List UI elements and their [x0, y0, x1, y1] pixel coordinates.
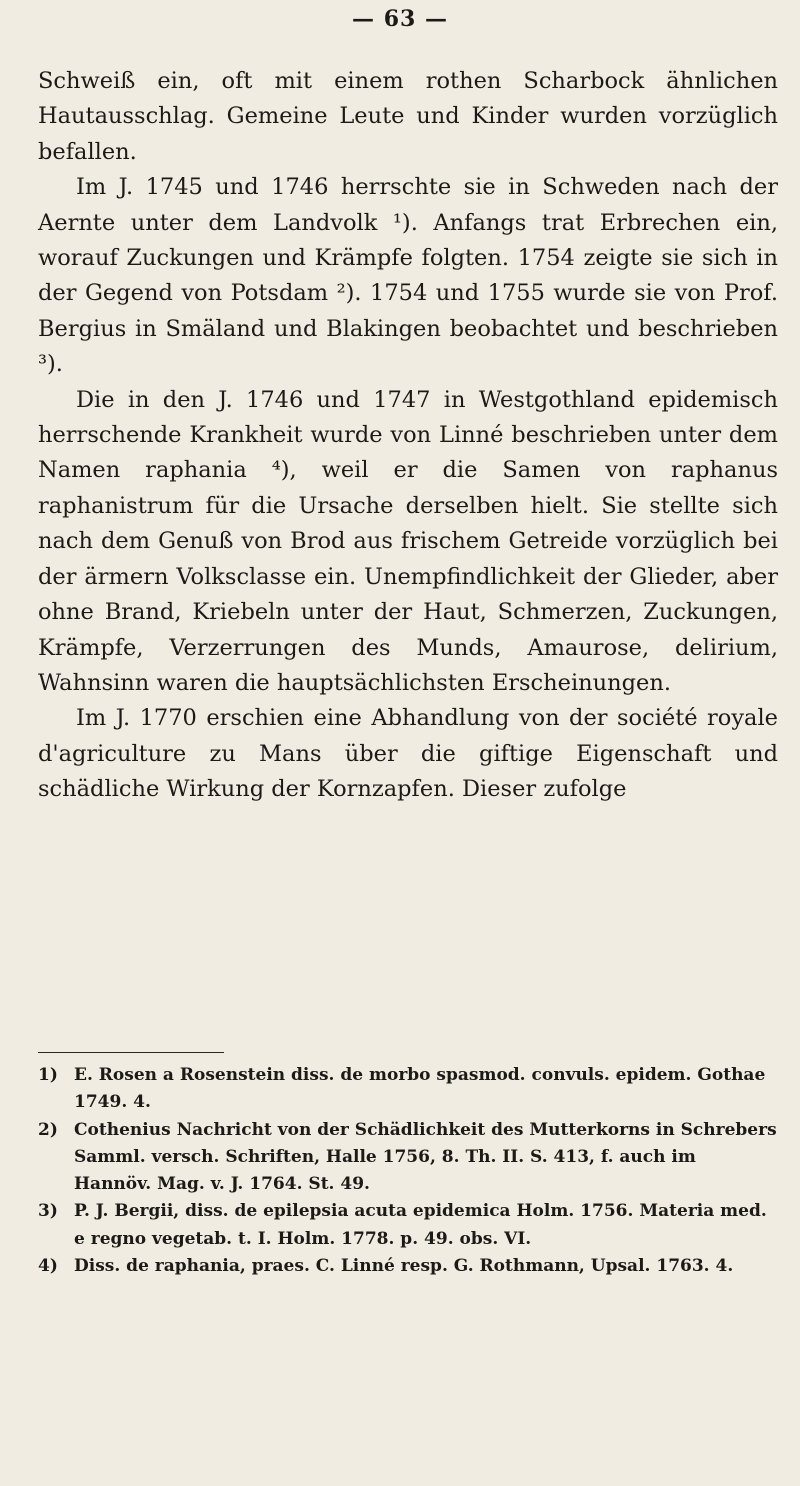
footnotes	[38, 1062, 778, 1280]
paragraph: Die in den J. 1746 und 1747 in Westgothland epidemisch herrschende Krankheit wurde von Linné beschrieben unter dem Namen raphania ⁴), weil er die Samen von raphanus raphanistrum für die Ursache derselben hielt. Sie stellte sich nach dem Genuß von Brod aus frischem Getreide vorzüglich bei der ärmern Volksclasse ein. Unempfindlichkeit der Glieder, aber ohne Brand, Kriebeln unter der Haut, Schmerzen, Zuckungen, Krämpfe, Verzerrungen des Munds, Amaurose, delirium, Wahnsinn waren die hauptsächlichsten Erscheinungen.	[38, 386, 778, 696]
footnote-text: Diss. de raphania, praes. C. Linné resp. G. Rothmann, Upsal. 1763. 4.	[74, 1256, 734, 1277]
footnote-marker: 2)	[38, 1119, 58, 1140]
footnote	[38, 1253, 778, 1280]
footnote-divider	[38, 1052, 224, 1053]
footnote-marker: 1)	[38, 1065, 58, 1085]
footnote-marker: 3)	[38, 1201, 58, 1222]
footnote	[38, 1198, 778, 1253]
footnote-marker: 4)	[38, 1256, 58, 1277]
footnote-text: E. Rosen a Rosenstein diss. de morbo spasmod. convuls. epidem. Gothae 1749. 4.	[74, 1065, 766, 1113]
paragraph: Im J. 1745 und 1746 herrschte sie in Schweden nach der Aernte unter dem Landvolk ¹). Anfangs trat Erbrechen ein, worauf Zuckungen und Krämpfe folgten. 1754 zeigte sie sich in der Gegend von Potsdam ²). 1754 und 1755 wurde sie von Prof. Bergius in Smäland und Blakingen beobachtet und beschrieben ³).	[38, 174, 778, 378]
footnote	[38, 1062, 778, 1117]
paragraph: Im J. 1770 erschien eine Abhandlung von der société royale d'agriculture zu Mans über die giftige Eigenschaft und schädliche Wirkung der Kornzapfen. Dieser zufolge	[38, 705, 778, 803]
footnote	[38, 1117, 778, 1199]
page-number: — 63 —	[352, 6, 448, 32]
footnote-text: P. J. Bergii, diss. de epilepsia acuta epidemica Holm. 1756. Materia med. e regno vegetab. t. I. Holm. 1778. p. 49. obs. VI.	[74, 1201, 767, 1249]
footnote-text: Cothenius Nachricht von der Schädlichkeit des Mutterkorns in Schrebers Samml. versch. Schriften, Halle 1756, 8. Th. II. S. 413, f. auch im Hannöv. Mag. v. J. 1764. St. 49.	[74, 1119, 777, 1195]
body-text	[38, 64, 778, 808]
paragraph: Schweiß ein, oft mit einem rothen Scharbock ähnlichen Hautausschlag. Gemeine Leute und Kinder wurden vorzüglich befallen.	[38, 68, 778, 165]
